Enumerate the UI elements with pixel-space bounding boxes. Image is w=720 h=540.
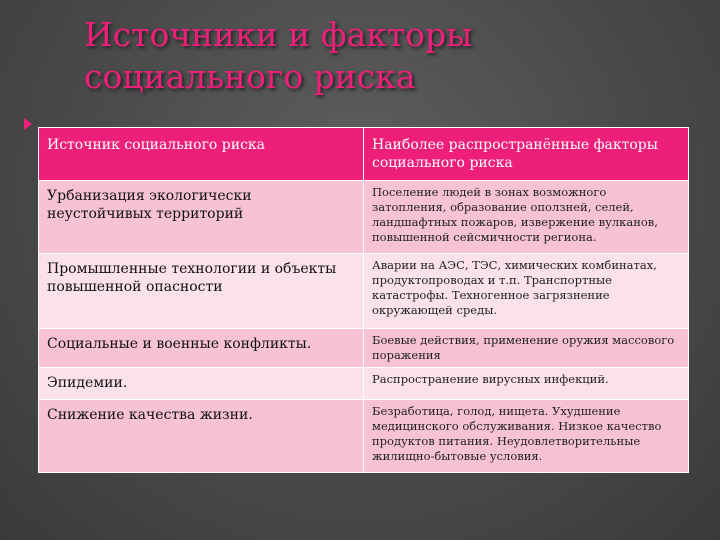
cell-source: Промышленные технологии и объекты повышенной опасности — [39, 254, 364, 329]
cell-factors: Безработица, голод, нищета. Ухудшение медицинского обслуживания. Низкое качество продуктов питания. Неудовлетворительные жилищно-бытовые условия. — [364, 400, 689, 473]
table-row — [39, 400, 689, 473]
cell-factors: Боевые действия, применение оружия массового поражения — [364, 329, 689, 368]
bullet-arrow-icon — [24, 118, 32, 130]
table-row — [39, 181, 689, 254]
table-row — [39, 368, 689, 400]
cell-source: Социальные и военные конфликты. — [39, 329, 364, 368]
slide-title-line-1: Источники и факторы — [84, 15, 473, 54]
table-header-row — [39, 128, 689, 181]
slide-title-line-2: социального риска — [84, 57, 416, 96]
cell-factors: Распространение вирусных инфекций. — [364, 368, 689, 400]
slide-title — [84, 14, 472, 98]
header-source: Источник социального риска — [39, 128, 364, 181]
header-factors: Наиболее распространённые факторы социального риска — [364, 128, 689, 181]
cell-factors: Аварии на АЭС, ТЭС, химических комбинатах, продуктопроводах и т.п. Транспортные катастрофы. Техногенное загрязнение окружающей среды. — [364, 254, 689, 329]
cell-source: Урбанизация экологически неустойчивых территорий — [39, 181, 364, 254]
risk-sources-table — [38, 127, 689, 473]
table-row — [39, 329, 689, 368]
table-row — [39, 254, 689, 329]
cell-source: Эпидемии. — [39, 368, 364, 400]
cell-source: Снижение качества жизни. — [39, 400, 364, 473]
cell-factors: Поселение людей в зонах возможного затопления, образование оползней, селей, ландшафтных пожаров, извержение вулканов, повышенной сейсмичности региона. — [364, 181, 689, 254]
